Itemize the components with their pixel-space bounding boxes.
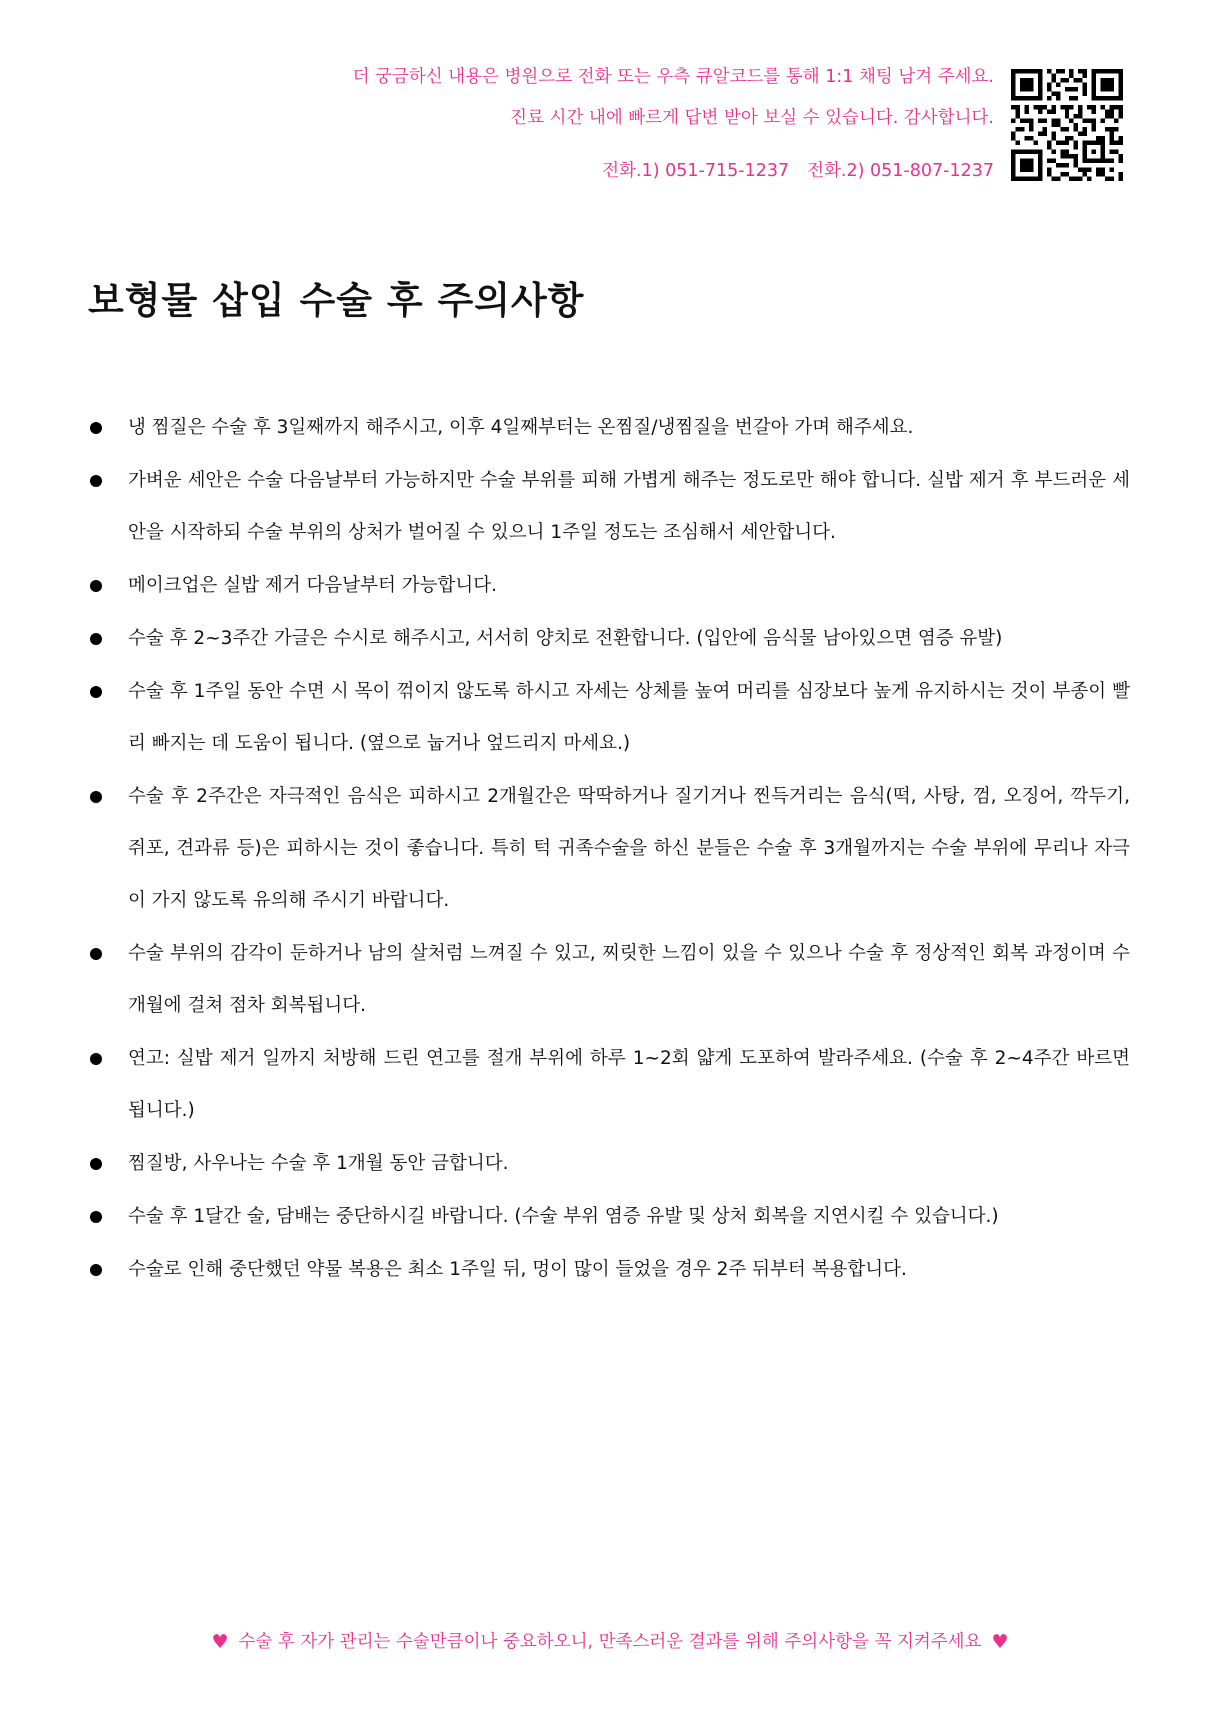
list-item-text: 수술 후 2~3주간 가글은 수시로 해주시고, 서서히 양치로 전환합니다. (입안에 음식물 남아있으면 염증 유발) — [128, 628, 1003, 649]
list-item — [90, 455, 1130, 559]
heart-icon: ♥ — [991, 1631, 1009, 1653]
bullet-icon — [90, 1158, 102, 1170]
bullet-icon — [90, 686, 102, 698]
list-item-text: 냉 찜질은 수술 후 3일째까지 해주시고, 이후 4일째부터는 온찜질/냉찜질을 번갈아 가며 해주세요. — [128, 417, 914, 438]
footer-text: 수술 후 자가 관리는 수술만큼이나 중요하오니, 만족스러운 결과를 위해 주의사항을 꼭 지켜주세요 — [238, 1632, 982, 1652]
list-item — [90, 560, 1130, 612]
list-item — [90, 402, 1130, 454]
list-item — [90, 1191, 1130, 1243]
list-item-text: 수술 후 1주일 동안 수면 시 목이 꺾이지 않도록 하시고 자세는 상체를 높여 머리를 심장보다 높게 유지하시는 것이 부종이 빨리 빠지는 데 도움이 됩니다. (옆으로 눕거나 엎드리지 마세요.) — [128, 681, 1130, 754]
contact-info — [353, 66, 994, 198]
contact-line-1: 더 궁금하신 내용은 병원으로 전화 또는 우측 큐알코드를 통해 1:1 채팅 남겨 주세요. — [352, 67, 994, 87]
list-item — [90, 1033, 1130, 1137]
qr-code-icon[interactable] — [1011, 69, 1123, 181]
bullet-icon — [90, 1211, 102, 1223]
list-item — [90, 666, 1130, 770]
page-title: 보형물 삽입 수술 후 주의사항 — [88, 279, 585, 322]
list-item-text: 수술로 인해 중단했던 약물 복용은 최소 1주일 뒤, 멍이 많이 들었을 경우 2주 뒤부터 복용합니다. — [128, 1259, 907, 1280]
phone-1[interactable]: 전화.1) 051-715-1237 — [602, 161, 790, 181]
list-item — [90, 1244, 1130, 1296]
list-item-text: 수술 부위의 감각이 둔하거나 남의 살처럼 느껴질 수 있고, 찌릿한 느낌이 있을 수 있으나 수술 후 정상적인 회복 과정이며 수개월에 걸쳐 점차 회복됩니다. — [128, 943, 1130, 1016]
list-item-text: 연고: 실밥 제거 일까지 처방해 드린 연고를 절개 부위에 하루 1~2회 얇게 도포하여 발라주세요. (수술 후 2~4주간 바르면 됩니다.) — [128, 1048, 1130, 1121]
list-item-text: 메이크업은 실밥 제거 다음날부터 가능합니다. — [128, 575, 497, 596]
list-item — [90, 771, 1130, 927]
contact-phones — [353, 145, 994, 198]
list-item — [90, 1138, 1130, 1190]
list-item-text: 수술 후 2주간은 자극적인 음식은 피하시고 2개월간은 딱딱하거나 질기거나 찐득거리는 음식(떡, 사탕, 껌, 오징어, 깍두기, 쥐포, 견과류 등)은 피하시는 것이 좋습니다. 특히 턱 귀족수술을 하신 분들은 수술 후 3개월까지는 수술 부위에 무리나 자극이 가지 않도록 유의해 주시기 바랍니다. — [128, 786, 1130, 911]
bullet-icon — [90, 948, 102, 960]
bullet-icon — [90, 633, 102, 645]
list-item — [90, 613, 1130, 665]
list-item-text: 가벼운 세안은 수술 다음날부터 가능하지만 수술 부위를 피해 가볍게 해주는 정도로만 해야 합니다. 실밥 제거 후 부드러운 세안을 시작하되 수술 부위의 상처가 벌어질 수 있으니 1주일 정도는 조심해서 세안합니다. — [128, 470, 1130, 543]
bullet-icon — [90, 1053, 102, 1065]
bullet-icon — [90, 791, 102, 803]
bullet-icon — [90, 422, 102, 434]
list-item — [90, 928, 1130, 1032]
precautions-list — [90, 402, 1130, 1296]
phone-2[interactable]: 전화.2) 051-807-1237 — [807, 161, 994, 181]
contact-line-2: 진료 시간 내에 빠르게 답변 받아 보실 수 있습니다. 감사합니다. — [510, 108, 994, 128]
footer-note — [0, 1628, 1220, 1653]
heart-icon: ♥ — [211, 1631, 229, 1653]
bullet-icon — [90, 1264, 102, 1276]
list-item-text: 찜질방, 사우나는 수술 후 1개월 동안 금합니다. — [128, 1153, 509, 1174]
bullet-icon — [90, 580, 102, 592]
list-item-text: 수술 후 1달간 술, 담배는 중단하시길 바랍니다. (수술 부위 염증 유발 및 상처 회복을 지연시킬 수 있습니다.) — [128, 1206, 999, 1227]
bullet-icon — [90, 475, 102, 487]
